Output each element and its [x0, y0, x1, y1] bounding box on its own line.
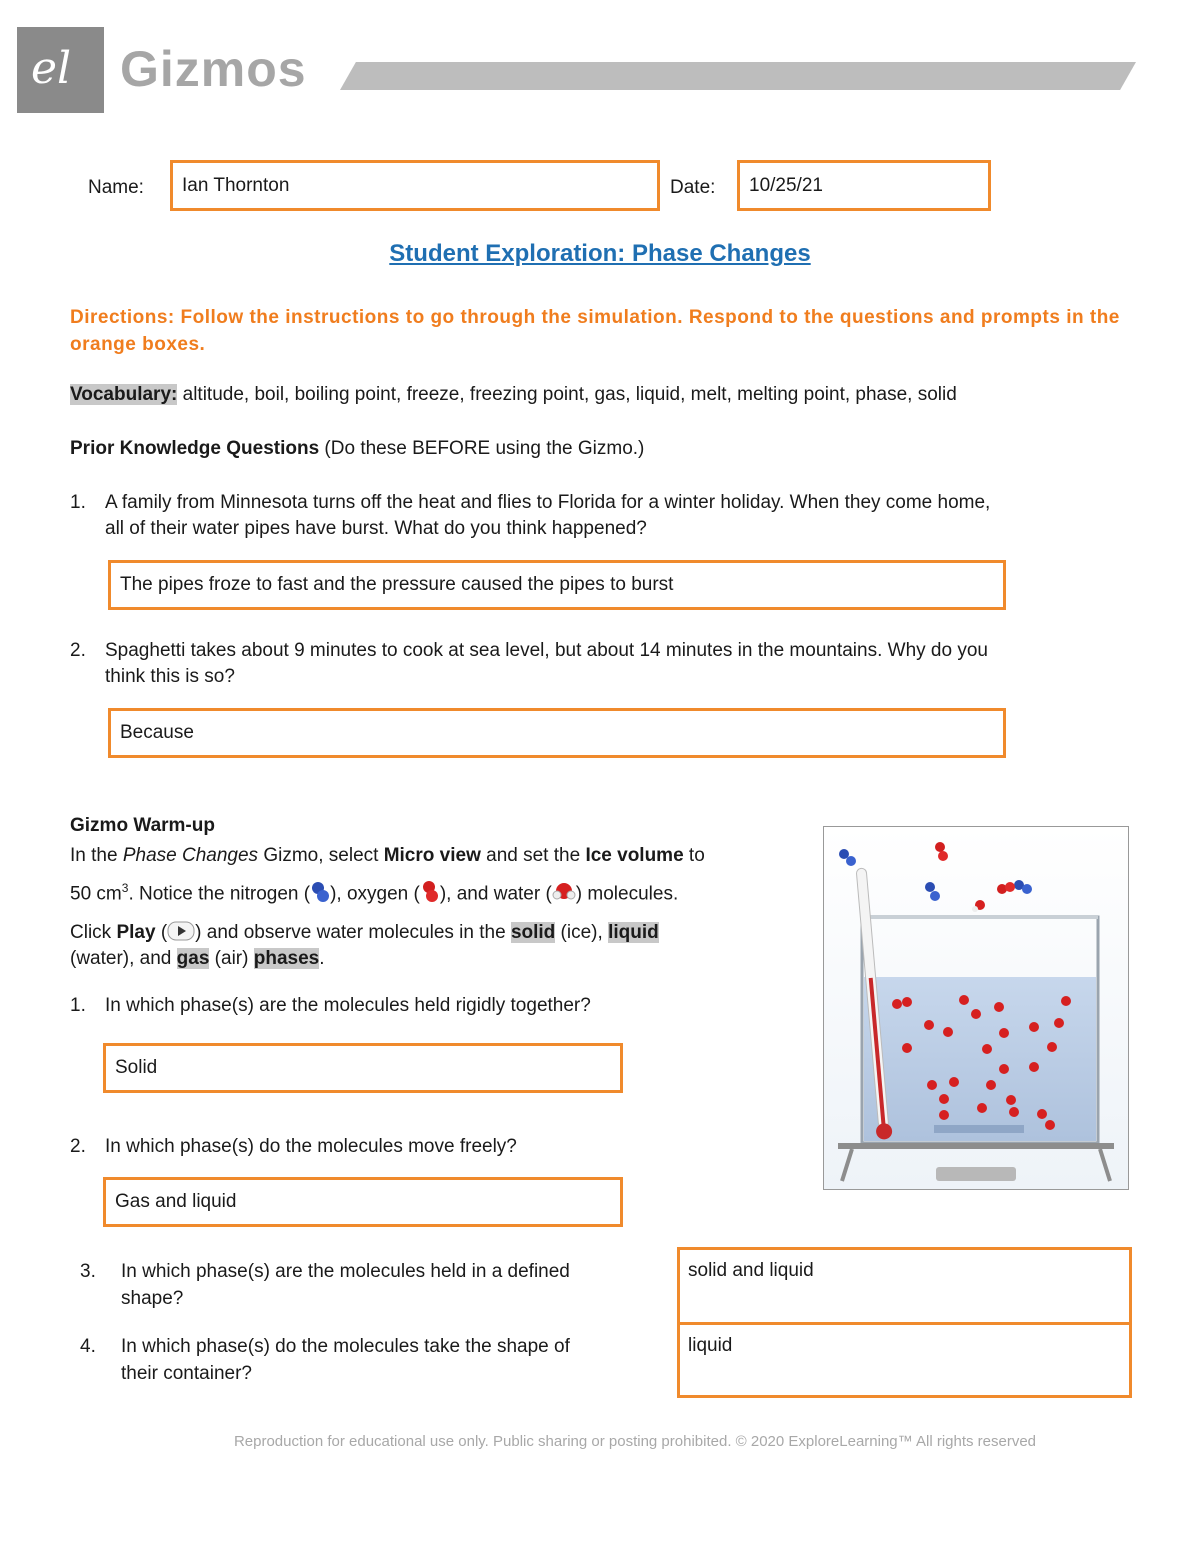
name-field[interactable]: Ian Thornton — [170, 160, 660, 211]
prior-question-2: 2. Spaghetti takes about 9 minutes to cook at sea level, but about 14 minutes in the mountains. Why do you think this is so? — [70, 640, 988, 687]
warmup-answer-1[interactable]: Solid — [103, 1043, 623, 1093]
vocabulary-label: Vocabulary: — [70, 384, 178, 405]
directions: Directions: Follow the instructions to go through the simulation. Respond to the questions and prompts in the orange boxes. — [70, 307, 1120, 355]
footer-copyright: Reproduction for educational use only. Public sharing or posting prohibited. © 2020 ExploreLearning™ All rights reserved — [233, 1433, 1037, 1450]
warmup-question-1: 1. In which phase(s) are the molecules held rigidly together? — [70, 995, 591, 1016]
prior-answer-1[interactable]: The pipes froze to fast and the pressure caused the pipes to burst — [108, 560, 1006, 610]
page-title: Student Exploration: Phase Changes — [389, 240, 811, 267]
warmup-question-4: 4. In which phase(s) do the molecules take the shape of their container? — [80, 1336, 570, 1384]
warmup-question-2: 2. In which phase(s) do the molecules move freely? — [70, 1136, 517, 1157]
nitrogen-molecule-icon — [310, 881, 330, 903]
name-label: Name: — [88, 177, 144, 198]
prior-knowledge-heading: Prior Knowledge Questions (Do these BEFORE using the Gizmo.) — [70, 438, 645, 459]
header-bar — [340, 62, 1136, 90]
vocabulary-terms: altitude, boil, boiling point, freeze, freezing point, gas, liquid, melt, melting point, phase, solid — [177, 384, 957, 405]
phase-changes-simulation-image — [823, 826, 1129, 1190]
warmup-answer-4[interactable]: liquid — [677, 1322, 1132, 1398]
gizmos-logo-icon: el — [17, 27, 104, 113]
prior-answer-2[interactable]: Because — [108, 708, 1006, 758]
date-field[interactable]: 10/25/21 — [737, 160, 991, 211]
warmup-answer-3[interactable]: solid and liquid — [677, 1247, 1132, 1325]
play-icon — [167, 921, 195, 941]
brand-name: Gizmos — [120, 41, 307, 97]
warmup-paragraph-2: Click Play ( ) and observe water molecules in the solid (ice), liquid (water), and gas (air) phases. — [70, 922, 659, 969]
date-label: Date: — [670, 177, 716, 198]
prior-question-1: 1. A family from Minnesota turns off the heat and flies to Florida for a winter holiday. When they come home, all of their water pipes have burst. What do you think happened? — [70, 492, 991, 539]
warmup-question-3: 3. In which phase(s) are the molecules held in a defined shape? — [80, 1261, 570, 1309]
water-molecule-icon — [552, 881, 576, 903]
oxygen-molecule-icon — [420, 881, 440, 903]
warmup-answer-2[interactable]: Gas and liquid — [103, 1177, 623, 1227]
warmup-heading: Gizmo Warm-up — [70, 815, 215, 836]
vocabulary — [70, 384, 1150, 406]
warmup-paragraph-1: In the Phase Changes Gizmo, select Micro view and set the Ice volume to 50 $cm^3$. Notice the nitrogen ( ), oxygen ( ), and water ( ) molecules. — [70, 845, 705, 905]
